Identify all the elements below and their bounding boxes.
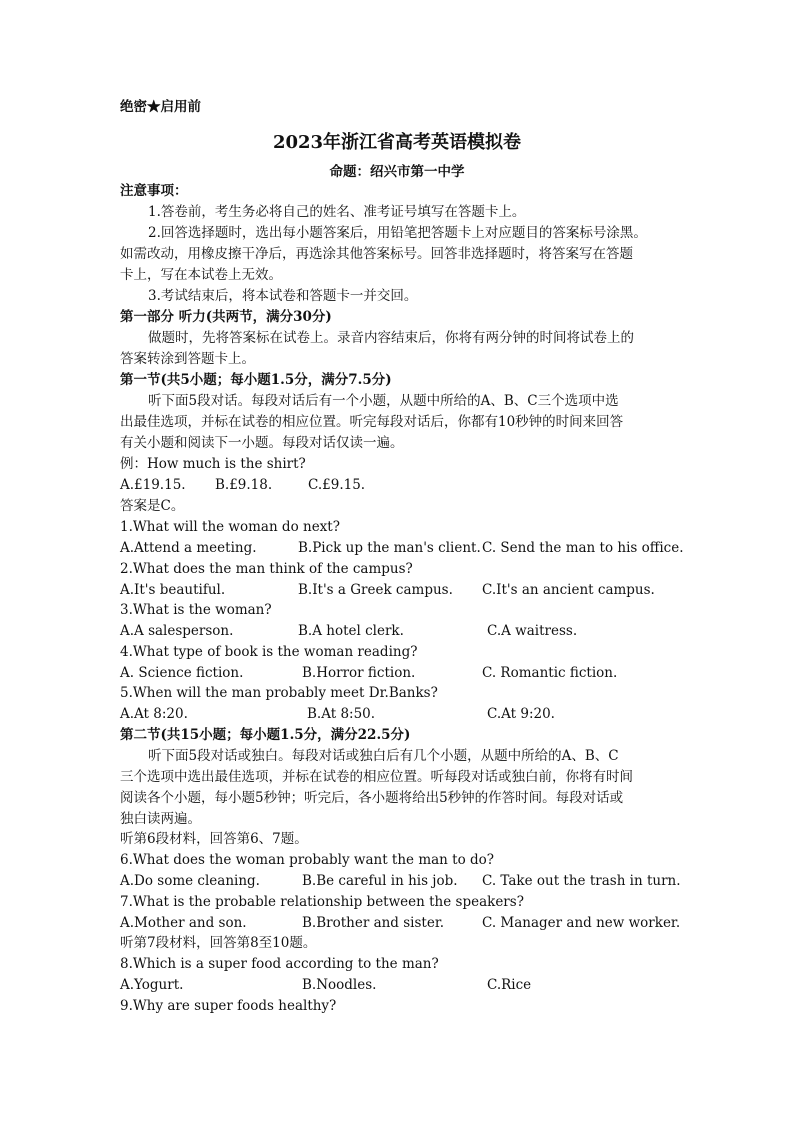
question-8-option-b: B.Noodles. [302,977,377,993]
question-5-option-b: B.At 8:50. [307,706,376,722]
note-2-line-1: 2.回答选择题时，选出每小题答案后，用铅笔把答题卡上对应题目的答案标号涂黑。 [148,225,647,241]
example-option-c: C.£9.15. [308,477,366,493]
question-7-option-a: A.Mother and son. [120,915,247,931]
question-3-option-a: A.A salesperson. [120,623,234,639]
question-8-option-a: A.Yogurt. [120,977,184,993]
section1-intro-line-3: 有关小题和阅读下一小题。每段对话仅读一遍。 [120,435,404,451]
part1-intro-line-1: 做题时，先将答案标在试卷上。录音内容结束后，你将有两分钟的时间将试卷上的 [148,330,634,346]
question-1: 1.What will the woman do next? [120,519,340,535]
question-9: 9.Why are super foods healthy? [120,998,337,1014]
exam-title: 2023年浙江省高考英语模拟卷 [272,132,522,153]
section2-intro-line-2: 三个选项中选出最佳选项，并标在试卷的相应位置。听每段对话或独白前，你将有时间 [120,769,633,785]
question-8: 8.Which is a super food according to the man? [120,956,439,972]
question-4-option-b: B.Horror fiction. [302,665,416,681]
example-question: 例：How much is the shirt? [120,456,306,472]
section2-intro-line-4: 独白读两遍。 [120,811,201,827]
section1-intro-line-2: 出最佳选项，并标在试卷的相应位置。听完每段对话后，你都有10秒钟的时间来回答 [120,414,624,430]
example-answer: 答案是C。 [120,498,185,514]
question-3-option-c: C.A waitress. [487,623,578,639]
material-6-instruction: 听第6段材料，回答第6、7题。 [120,831,308,847]
note-1: 1.答卷前，考生务必将自己的姓名、准考证号填写在答题卡上。 [148,204,526,220]
question-3-option-b: B.A hotel clerk. [298,623,404,639]
note-3: 3.考试结束后，将本试卷和答题卡一并交回。 [148,288,418,304]
example-option-b: B.£9.18. [215,477,273,493]
question-6: 6.What does the woman probably want the man to do? [120,852,495,868]
question-2-option-b: B.It's a Greek campus. [298,582,453,598]
secret-mark: 绝密★启用前 [120,99,201,115]
question-2-option-c: C.It's an ancient campus. [482,582,655,598]
question-5: 5.When will the man probably meet Dr.Banks? [120,685,438,701]
example-option-a: A.£19.15. [120,477,186,493]
notes-heading: 注意事项： [120,183,188,199]
section2-intro-line-1: 听下面5段对话或独白。每段对话或独白后有几个小题，从题中所给的A、B、C [148,748,619,764]
question-8-option-c: C.Rice [487,977,532,993]
question-4-option-c: C. Romantic fiction. [482,665,618,681]
question-6-option-c: C. Take out the trash in turn. [482,873,681,889]
question-3: 3.What is the woman? [120,602,272,618]
section1-intro-line-1: 听下面5段对话。每段对话后有一个小题，从题中所给的A、B、C三个选项中选 [148,393,619,409]
question-1-option-b: B.Pick up the man's client. [298,540,481,556]
section1-heading: 第一节(共5小题；每小题1.5分，满分7.5分) [120,372,392,388]
question-1-option-a: A.Attend a meeting. [120,540,257,556]
question-7-option-b: B.Brother and sister. [302,915,445,931]
section2-heading: 第二节(共15小题；每小题1.5分，满分22.5分) [120,727,411,743]
note-2-line-3: 卡上，写在本试卷上无效。 [120,267,282,283]
question-4-option-a: A. Science fiction. [120,665,244,681]
question-5-option-a: A.At 8:20. [120,706,188,722]
question-5-option-c: C.At 9:20. [487,706,555,722]
question-6-option-a: A.Do some cleaning. [120,873,260,889]
question-1-option-c: C. Send the man to his office. [482,540,684,556]
exam-subtitle: 命题：绍兴市第一中学 [329,164,465,180]
question-7-option-c: C. Manager and new worker. [482,915,681,931]
question-2-option-a: A.It's beautiful. [120,582,226,598]
question-4: 4.What type of book is the woman reading? [120,644,418,660]
question-7: 7.What is the probable relationship between the speakers? [120,894,524,910]
material-7-instruction: 听第7段材料，回答第8至10题。 [120,935,317,951]
note-2-line-2: 如需改动，用橡皮擦干净后，再选涂其他答案标号。回答非选择题时，将答案写在答题 [120,246,633,262]
question-6-option-b: B.Be careful in his job. [302,873,458,889]
section2-intro-line-3: 阅读各个小题，每小题5秒钟；听完后，各小题将给出5秒钟的作答时间。每段对话或 [120,790,624,806]
question-2: 2.What does the man think of the campus? [120,561,413,577]
part1-heading: 第一部分 听力(共两节，满分30分) [120,309,332,325]
part1-intro-line-2: 答案转涂到答题卡上。 [120,351,255,367]
